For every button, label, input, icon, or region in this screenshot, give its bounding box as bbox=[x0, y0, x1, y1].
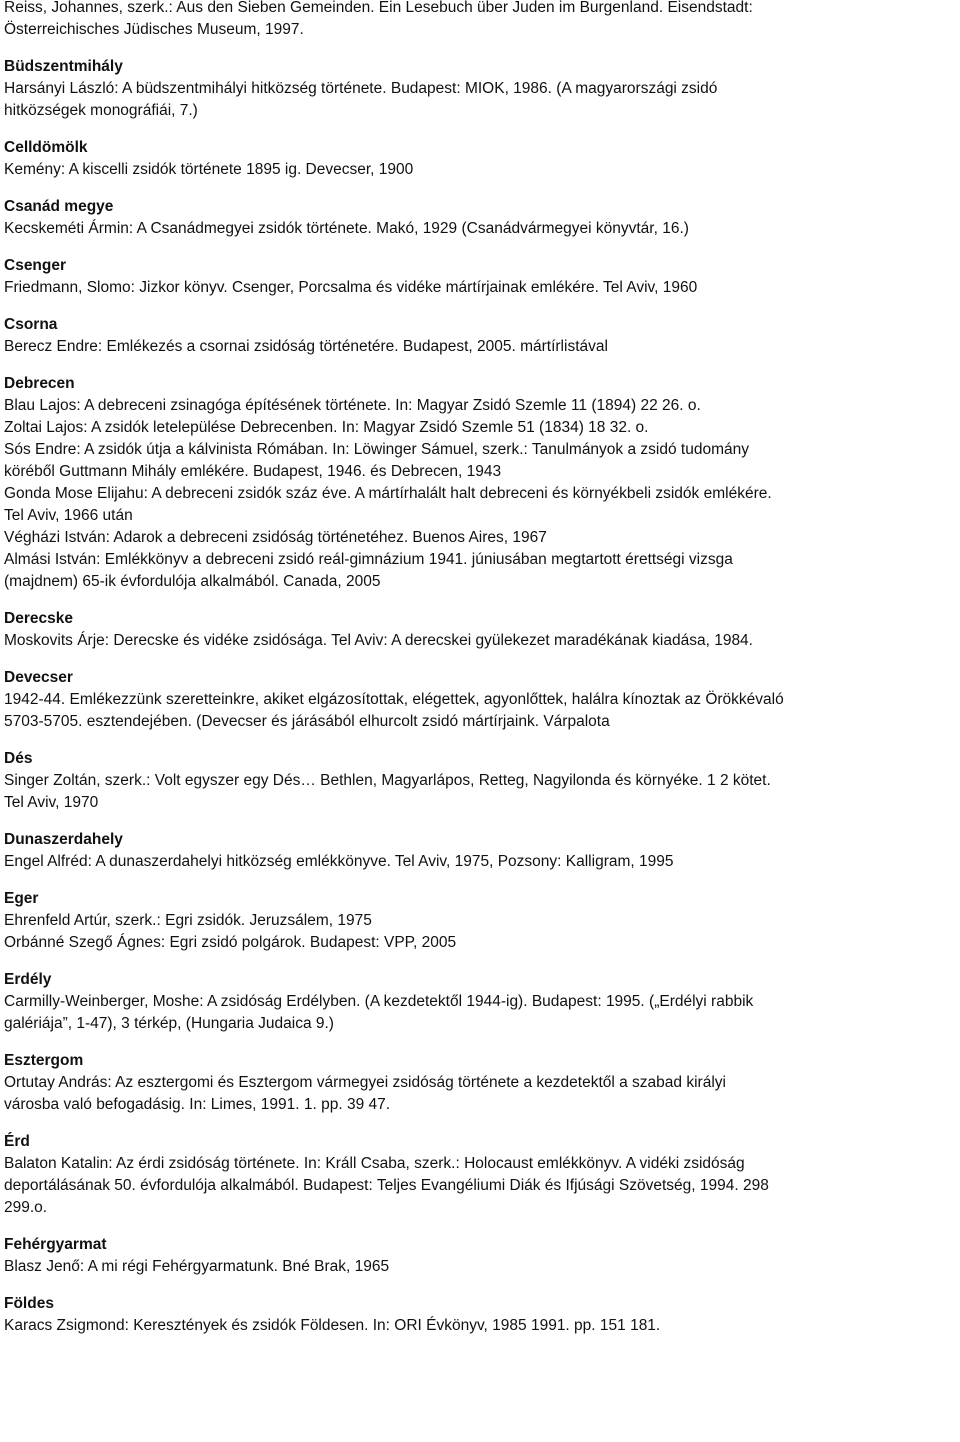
section-csorna bbox=[4, 314, 956, 358]
entry-line: Orbánné Szegő Ágnes: Egri zsidó polgárok. Budapest: VPP, 2005 bbox=[4, 934, 457, 951]
section-foldes bbox=[4, 1293, 956, 1337]
entry-line: Singer Zoltán, szerk.: Volt egyszer egy Dés… Bethlen, Magyarlápos, Retteg, Nagyilonda és környéke. 1 2 kötet. bbox=[4, 772, 771, 789]
section-erd bbox=[4, 1131, 956, 1219]
section-heading: Érd bbox=[4, 1133, 30, 1150]
entry-line: Tel Aviv, 1970 bbox=[4, 794, 99, 811]
section-heading: Földes bbox=[4, 1295, 54, 1312]
entry-line: Blau Lajos: A debreceni zsinagóga építésének története. In: Magyar Zsidó Szemle 11 (1894) 22 26. o. bbox=[4, 397, 701, 414]
entry-line: 1942-44. Emlékezzünk szeretteinkre, akiket elgázosítottak, elégettek, agyonlőttek, halálra kínoztak az Örökkévaló bbox=[4, 691, 784, 708]
entry-line: (majdnem) 65-ik évfordulója alkalmából. Canada, 2005 bbox=[4, 573, 381, 590]
section-debrecen bbox=[4, 373, 956, 593]
entry-line: Gonda Mose Elijahu: A debreceni zsidók száz éve. A mártírhalált halt debreceni és környékbeli zsidók emlékére. bbox=[4, 485, 772, 502]
section-heading: Eger bbox=[4, 890, 39, 907]
entry-line: Zoltai Lajos: A zsidók letelepülése Debrecenben. In: Magyar Zsidó Szemle 51 (1834) 18 32. o. bbox=[4, 419, 649, 436]
entry-line: Engel Alfréd: A dunaszerdahelyi hitközség emlékkönyve. Tel Aviv, 1975, Pozsony: Kalligram, 1995 bbox=[4, 853, 674, 870]
section-des bbox=[4, 748, 956, 814]
entry-line: Kemény: A kiscelli zsidók története 1895 ig. Devecser, 1900 bbox=[4, 161, 414, 178]
entry-line: Friedmann, Slomo: Jizkor könyv. Csenger, Porcsalma és vidéke mártírjainak emlékére. Tel Aviv, 1960 bbox=[4, 279, 698, 296]
entry-line: Kecskeméti Ármin: A Csanádmegyei zsidók története. Makó, 1929 (Csanádvármegyei könyvtár, 16.) bbox=[4, 220, 689, 237]
entry-line: Moskovits Árje: Derecske és vidéke zsidósága. Tel Aviv: A derecskei gyülekezet maradékának kiadása, 1984. bbox=[4, 632, 753, 649]
entry-line: galériája”, 1-47), 3 térkép, (Hungaria Judaica 9.) bbox=[4, 1015, 334, 1032]
section-fehergyarmat bbox=[4, 1234, 956, 1278]
entry-line: Ehrenfeld Artúr, szerk.: Egri zsidók. Jeruzsálem, 1975 bbox=[4, 912, 372, 929]
section-csenger bbox=[4, 255, 956, 299]
intro-line: Österreichisches Jüdisches Museum, 1997. bbox=[4, 21, 304, 38]
section-esztergom bbox=[4, 1050, 956, 1116]
intro-line: Reiss, Johannes, szerk.: Aus den Sieben Gemeinden. Ein Lesebuch über Juden im Burgenland. Eisendstadt: bbox=[4, 0, 753, 16]
section-heading: Derecske bbox=[4, 610, 73, 627]
entry-line: Carmilly-Weinberger, Moshe: A zsidóság Erdélyben. (A kezdetektől 1944-ig). Budapest: 1995. („Erdélyi rabbik bbox=[4, 993, 754, 1010]
entry-line: deportálásának 50. évfordulója alkalmából. Budapest: Teljes Evangéliumi Diák és Ifjúsági Szövetség, 1994. 298 bbox=[4, 1177, 769, 1194]
entry-line: Berecz Endre: Emlékezés a csornai zsidóság történetére. Budapest, 2005. mártírlistával bbox=[4, 338, 608, 355]
entry-line: Tel Aviv, 1966 után bbox=[4, 507, 133, 524]
section-dunaszerdahely bbox=[4, 829, 956, 873]
entry-line: Balaton Katalin: Az érdi zsidóság története. In: Králl Csaba, szerk.: Holocaust emlékkönyv. A vidéki zsidóság bbox=[4, 1155, 745, 1172]
section-heading: Debrecen bbox=[4, 375, 75, 392]
entry-line: Sós Endre: A zsidók útja a kálvinista Rómában. In: Löwinger Sámuel, szerk.: Tanulmányok a zsidó tudomány bbox=[4, 441, 749, 458]
entry-line: Blasz Jenő: A mi régi Fehérgyarmatunk. Bné Brak, 1965 bbox=[4, 1258, 390, 1275]
entry-line: Harsányi László: A büdszentmihályi hitközség története. Budapest: MIOK, 1986. (A magyarországi zsidó bbox=[4, 80, 718, 97]
section-heading: Celldömölk bbox=[4, 139, 88, 156]
section-heading: Csanád megye bbox=[4, 198, 114, 215]
section-celldomolk bbox=[4, 137, 956, 181]
section-heading: Dés bbox=[4, 750, 33, 767]
section-heading: Büdszentmihály bbox=[4, 58, 123, 75]
entry-line: Karacs Zsigmond: Keresztények és zsidók Földesen. In: ORI Évkönyv, 1985 1991. pp. 151 181. bbox=[4, 1317, 661, 1334]
section-derecske bbox=[4, 608, 956, 652]
section-budszentmihaly bbox=[4, 56, 956, 122]
section-heading: Esztergom bbox=[4, 1052, 84, 1069]
intro-entry bbox=[4, 0, 956, 41]
entry-line: köréből Guttmann Mihály emlékére. Budapest, 1946. és Debrecen, 1943 bbox=[4, 463, 502, 480]
entry-line: Ortutay András: Az esztergomi és Esztergom vármegyei zsidóság története a kezdetektől a szabad királyi bbox=[4, 1074, 726, 1091]
section-devecser bbox=[4, 667, 956, 733]
section-heading: Devecser bbox=[4, 669, 73, 686]
entry-line: Almási István: Emlékkönyv a debreceni zsidó reál-gimnázium 1941. júniusában megtartott érettségi vizsga bbox=[4, 551, 733, 568]
entry-line: hitközségek monográfiái, 7.) bbox=[4, 102, 198, 119]
entry-line: 299.o. bbox=[4, 1199, 48, 1216]
section-heading: Fehérgyarmat bbox=[4, 1236, 107, 1253]
entry-line: 5703-5705. esztendejében. (Devecser és járásából elhurcolt zsidó mártírjaink. Várpalota bbox=[4, 713, 610, 730]
section-eger bbox=[4, 888, 956, 954]
section-csanad-megye bbox=[4, 196, 956, 240]
entry-line: Végházi István: Adarok a debreceni zsidóság történetéhez. Buenos Aires, 1967 bbox=[4, 529, 547, 546]
section-heading: Dunaszerdahely bbox=[4, 831, 123, 848]
section-heading: Csenger bbox=[4, 257, 67, 274]
section-heading: Csorna bbox=[4, 316, 58, 333]
entry-line: városba való befogadásig. In: Limes, 1991. 1. pp. 39 47. bbox=[4, 1096, 391, 1113]
section-erdely bbox=[4, 969, 956, 1035]
section-heading: Erdély bbox=[4, 971, 52, 988]
